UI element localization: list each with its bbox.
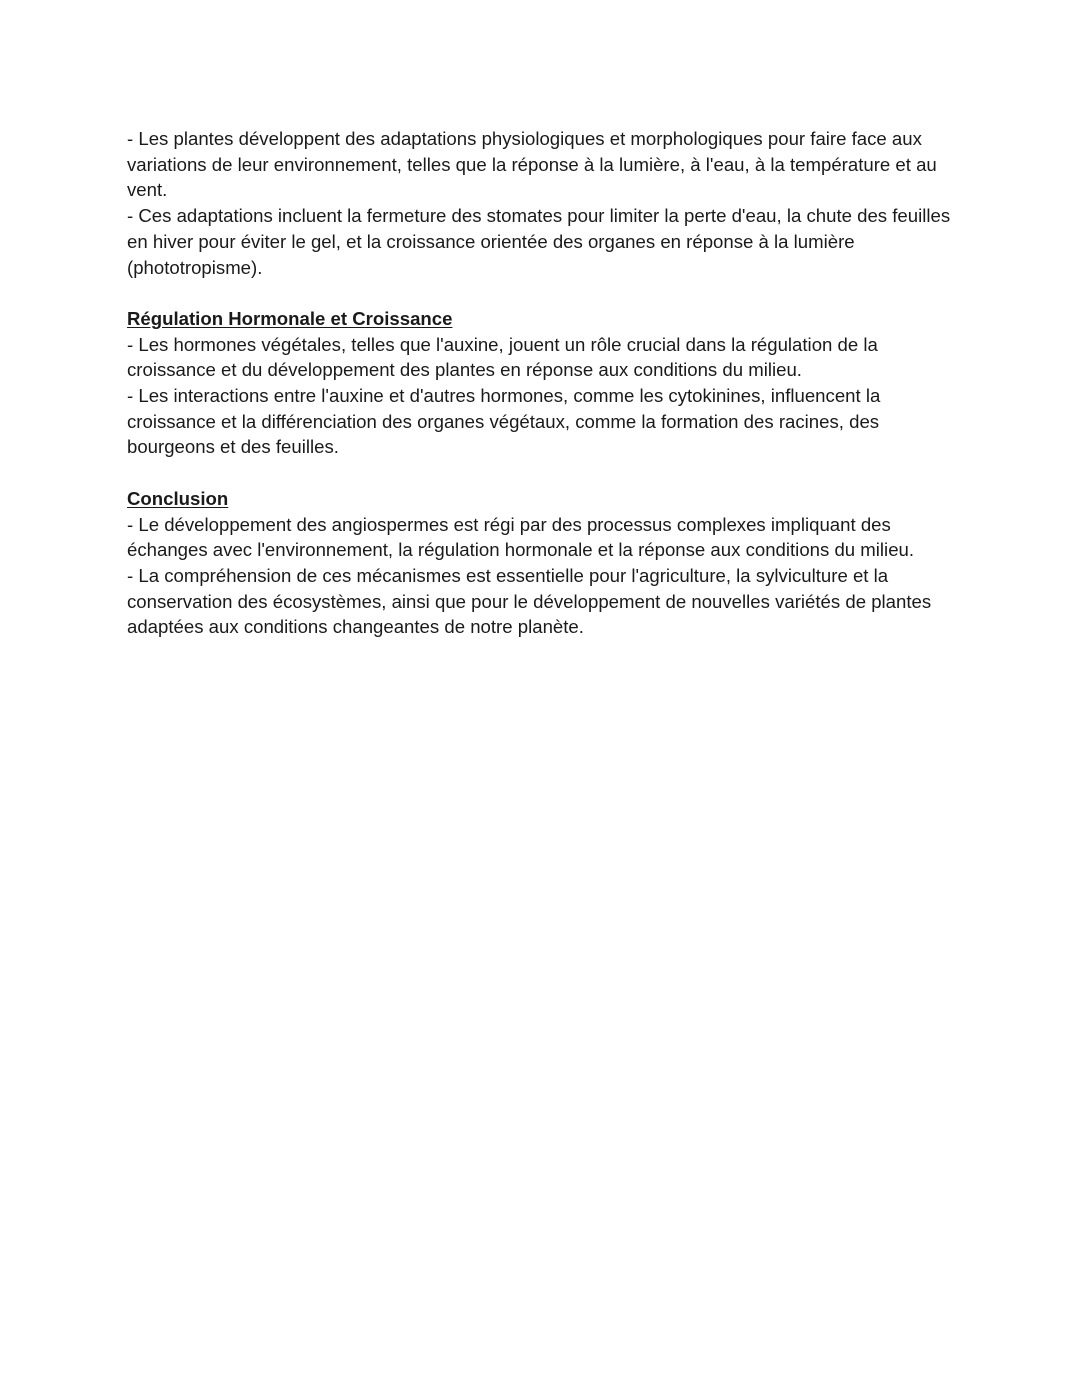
paragraph: - Les interactions entre l'auxine et d'autres hormones, comme les cytokinines, influencent la croissance et la différenciation des organes végétaux, comme la formation des racines, des bourgeons et des feuilles.: [127, 385, 881, 458]
paragraph: - Les hormones végétales, telles que l'auxine, jouent un rôle crucial dans la régulation de la croissance et du développement des plantes en réponse aux conditions du milieu.: [127, 333, 878, 381]
section-adaptations: [127, 126, 967, 280]
section-conclusion: [127, 486, 967, 640]
paragraph: - Ces adaptations incluent la fermeture des stomates pour limiter la perte d'eau, la chute des feuilles en hiver pour éviter le gel, et la croissance orientée des organes en réponse à la lumière (phototropisme).: [127, 205, 951, 278]
section-heading: Régulation Hormonale et Croissance: [127, 307, 453, 329]
document-body: [127, 126, 967, 640]
paragraph: - La compréhension de ces mécanismes est essentielle pour l'agriculture, la sylviculture et la conservation des écosystèmes, ainsi que pour le développement de nouvelles variétés de plantes adaptées aux conditions changeantes de notre planète.: [127, 564, 932, 638]
paragraph: - Le développement des angiospermes est régi par des processus complexes impliquant des échanges avec l'environnement, la régulation hormonale et la réponse aux conditions du milieu.: [127, 513, 915, 561]
section-hormonal-regulation: [127, 306, 967, 460]
section-heading: Conclusion: [127, 487, 229, 509]
paragraph: - Les plantes développent des adaptations physiologiques et morphologiques pour faire face aux variations de leur environnement, telles que la réponse à la lumière, à l'eau, à la température et au vent.: [127, 128, 937, 201]
